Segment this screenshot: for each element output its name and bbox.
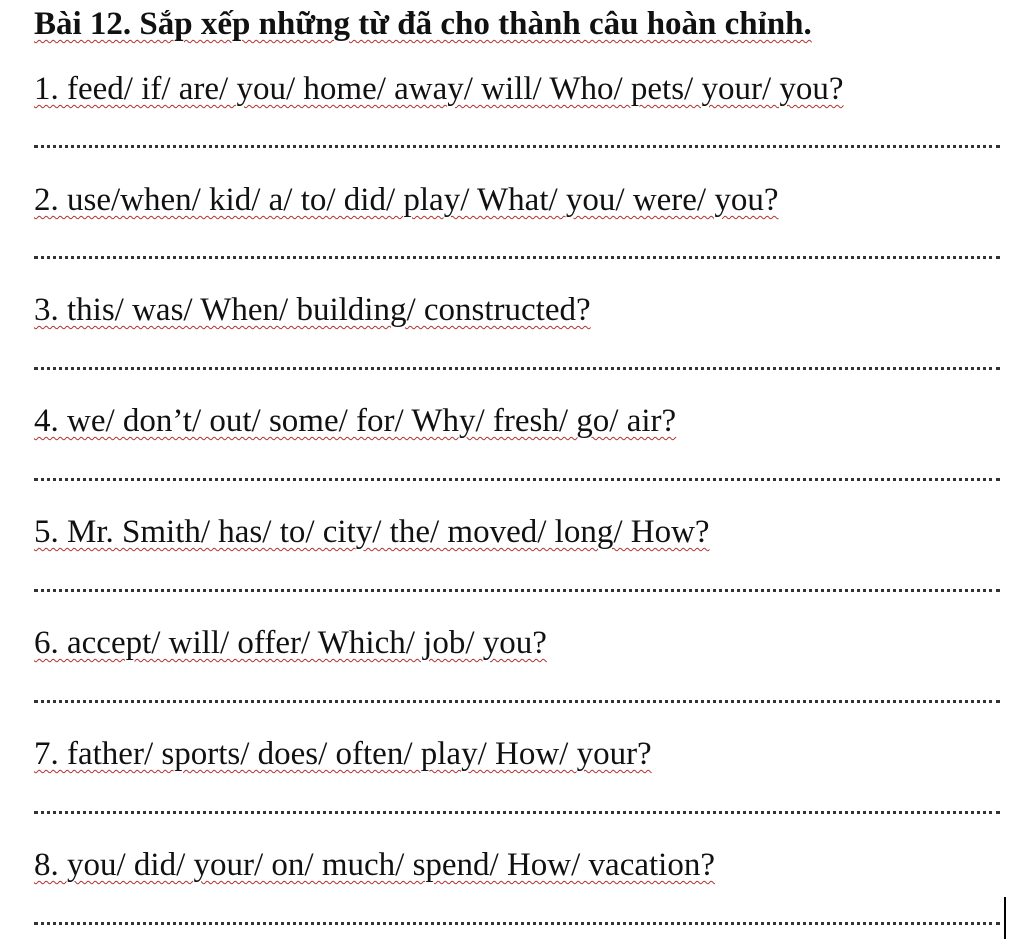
exercise-title: Bài 12. Sắp xếp những từ đã cho thành câu hoàn chỉnh. (34, 6, 812, 42)
question-7: 7. father/ sports/ does/ often/ play/ How/ your? (34, 736, 652, 772)
question-5: 5. Mr. Smith/ has/ to/ city/ the/ moved/ long/ How? (34, 514, 710, 550)
answer-line-3[interactable] (34, 367, 1000, 370)
answer-line-7[interactable] (34, 811, 1000, 814)
answer-line-1[interactable] (34, 145, 1000, 148)
answer-line-4[interactable] (34, 478, 1000, 481)
question-1: 1. feed/ if/ are/ you/ home/ away/ will/ Who/ pets/ your/ you? (34, 71, 844, 107)
answer-line-8[interactable] (34, 922, 1000, 925)
question-8: 8. you/ did/ your/ on/ much/ spend/ How/ vacation? (34, 847, 715, 883)
question-2: 2. use/when/ kid/ a/ to/ did/ play/ What/ you/ were/ you? (34, 182, 779, 218)
answer-line-2[interactable] (34, 256, 1000, 259)
question-3: 3. this/ was/ When/ building/ constructed? (34, 292, 591, 328)
text-cursor (1004, 897, 1006, 939)
question-4: 4. we/ don’t/ out/ some/ for/ Why/ fresh/ go/ air? (34, 403, 677, 439)
question-6: 6. accept/ will/ offer/ Which/ job/ you? (34, 625, 547, 661)
answer-line-5[interactable] (34, 589, 1000, 592)
answer-line-6[interactable] (34, 700, 1000, 703)
